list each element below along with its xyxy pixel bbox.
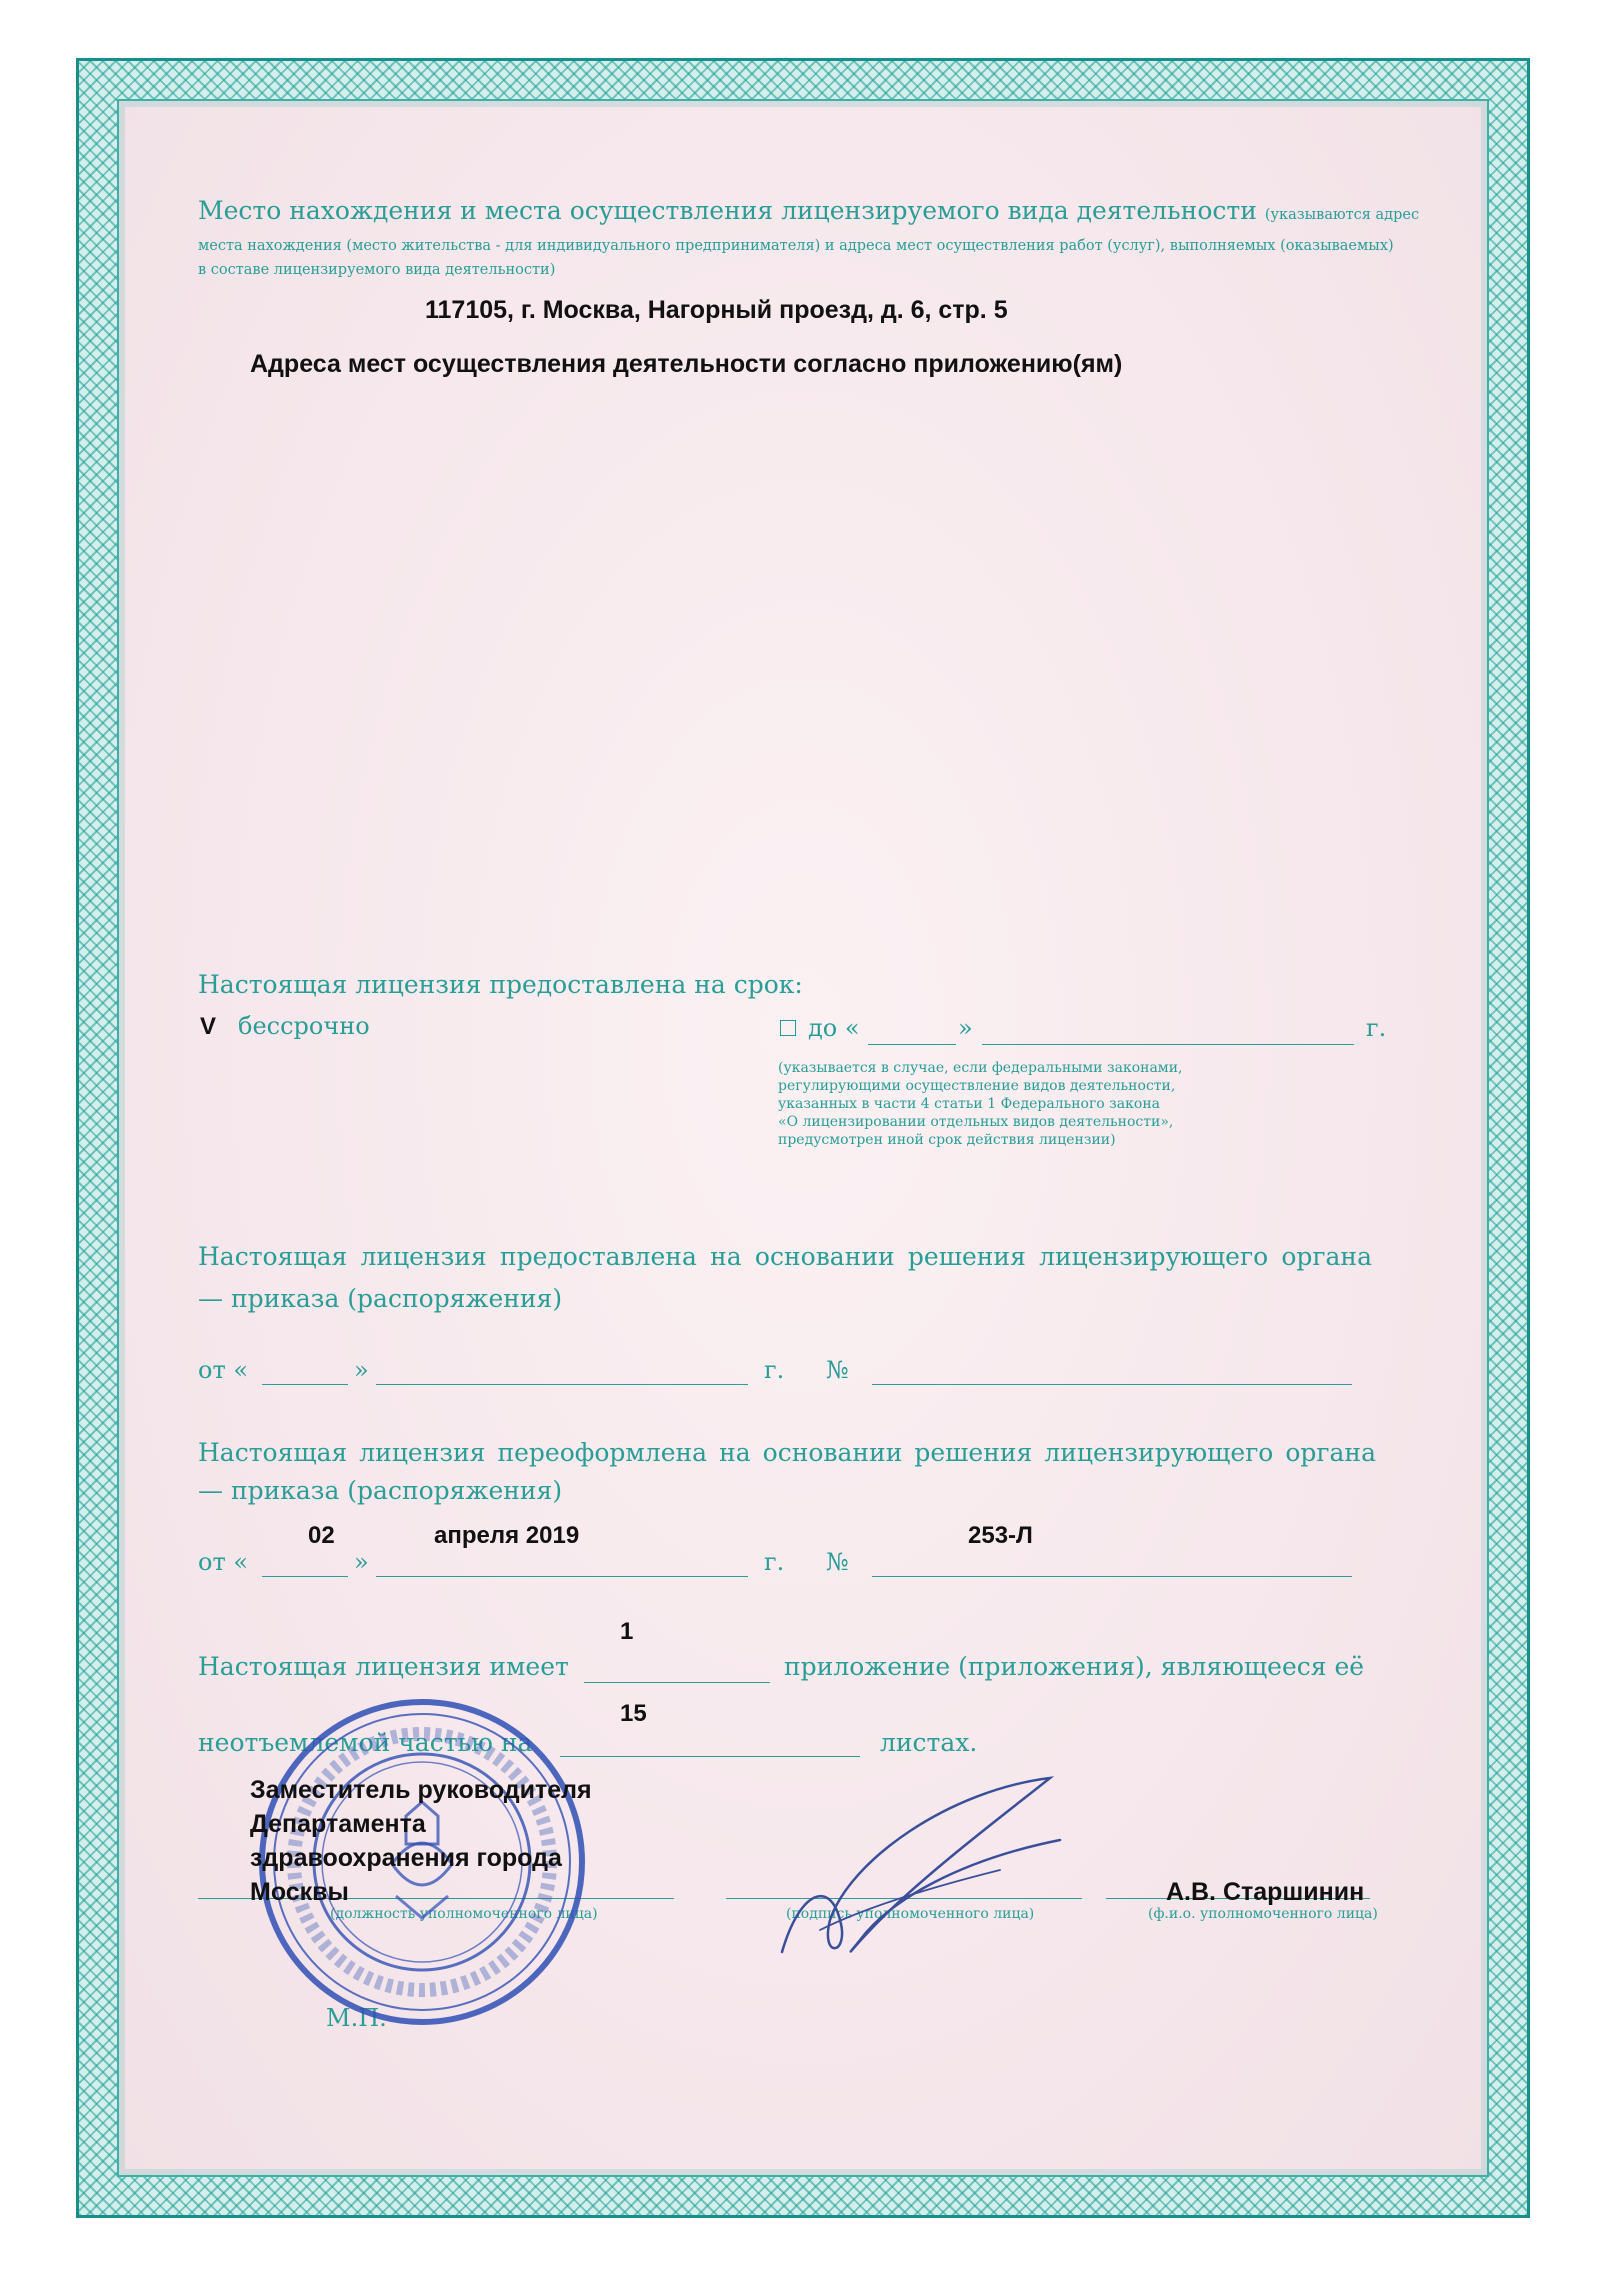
term-note-line-4: «О лицензировании отдельных видов деятельности»,	[778, 1114, 1174, 1130]
address-line: 117105, г. Москва, Нагорный проезд, д. 6, стр. 5	[425, 296, 1008, 324]
signer-position-line-1: Заместитель руководителя	[250, 1776, 592, 1804]
sheets-line-prefix: неотъемлемой частью на	[198, 1728, 533, 1757]
signer-position-line-4: Москвы	[250, 1878, 349, 1906]
appendix-count: 1	[620, 1618, 634, 1645]
term-year-suffix: г.	[1366, 1014, 1387, 1042]
term-note-line-1: (указывается в случае, если федеральными законами,	[778, 1060, 1183, 1076]
signer-position-line-3: здравоохранения города	[250, 1844, 562, 1872]
term-date-line	[982, 1044, 1354, 1045]
appendix-line-suffix: приложение (приложения), являющееся её	[784, 1652, 1365, 1681]
sheets-count: 15	[620, 1700, 647, 1727]
term-until-prefix: до «	[808, 1014, 860, 1042]
addresses-by-appendix: Адреса мест осуществления деятельности согласно приложению(ям)	[250, 350, 1123, 378]
location-heading-text: Место нахождения и места осуществления лицензируемого вида деятельности	[198, 196, 1257, 225]
handwritten-signature	[760, 1770, 1080, 1970]
term-until-mid: »	[958, 1014, 973, 1042]
reissue-year-suffix: г.	[764, 1548, 785, 1576]
reissue-number-line	[872, 1576, 1352, 1577]
term-indefinite: бессрочно	[238, 1012, 370, 1040]
caption-name: (ф.и.о. уполномоченного лица)	[1148, 1906, 1378, 1922]
caption-signature: (подпись уполномоченного лица)	[786, 1906, 1035, 1922]
term-day-line	[868, 1044, 956, 1045]
basis-line-2: — приказа (распоряжения)	[198, 1284, 563, 1313]
basis-line-1: Настоящая лицензия предоставлена на основании решения лицензирующего органа	[198, 1242, 1372, 1271]
location-note-3: в составе лицензируемого вида деятельности)	[198, 262, 556, 278]
term-until-checkbox[interactable]	[780, 1020, 796, 1036]
location-note-1: (указываются адрес	[1264, 207, 1420, 223]
location-heading	[198, 196, 1419, 225]
basis-day-line	[262, 1384, 348, 1385]
term-note-line-2: регулирующими осуществление видов деятельности,	[778, 1078, 1176, 1094]
reissue-date-line	[376, 1576, 748, 1577]
signer-position-line-2: Департамента	[250, 1810, 426, 1838]
sheets-line-suffix: листах.	[880, 1728, 978, 1757]
reissue-day-line	[262, 1576, 348, 1577]
basis-year-suffix: г.	[764, 1356, 785, 1384]
caption-position: (должность уполномоченного лица)	[330, 1906, 598, 1922]
sheets-count-line	[560, 1756, 860, 1757]
term-label: Настоящая лицензия предоставлена на срок:	[198, 970, 803, 999]
term-note-line-5: предусмотрен иной срок действия лицензии)	[778, 1132, 1116, 1148]
reissue-from-mid: »	[354, 1548, 369, 1576]
reissue-line-2: — приказа (распоряжения)	[198, 1476, 563, 1505]
basis-from-prefix: от «	[198, 1356, 249, 1384]
reissue-line-1: Настоящая лицензия переоформлена на основании решения лицензирующего органа	[198, 1438, 1376, 1467]
basis-date-line	[376, 1384, 748, 1385]
basis-from-mid: »	[354, 1356, 369, 1384]
reissue-day: 02	[308, 1522, 335, 1549]
signer-name: А.В. Старшинин	[1166, 1878, 1365, 1906]
reissue-number: 253-Л	[968, 1522, 1033, 1549]
reissue-number-sign: №	[826, 1548, 849, 1576]
location-note-2: места нахождения (место жительства - для индивидуального предпринимателя) и адреса мест осуществления работ (услуг), выполняемых (оказываемых)	[198, 238, 1394, 254]
reissue-month-year: апреля 2019	[434, 1522, 580, 1549]
appendix-line-prefix: Настоящая лицензия имеет	[198, 1652, 569, 1681]
term-check-mark: V	[200, 1013, 217, 1040]
term-note-line-3: указанных в части 4 статьи 1 Федерального закона	[778, 1096, 1161, 1112]
basis-number-line	[872, 1384, 1352, 1385]
seal-mark: М.П.	[326, 2004, 387, 2032]
appendix-count-line	[584, 1682, 770, 1683]
reissue-from-prefix: от «	[198, 1548, 249, 1576]
basis-number-sign: №	[826, 1356, 849, 1384]
